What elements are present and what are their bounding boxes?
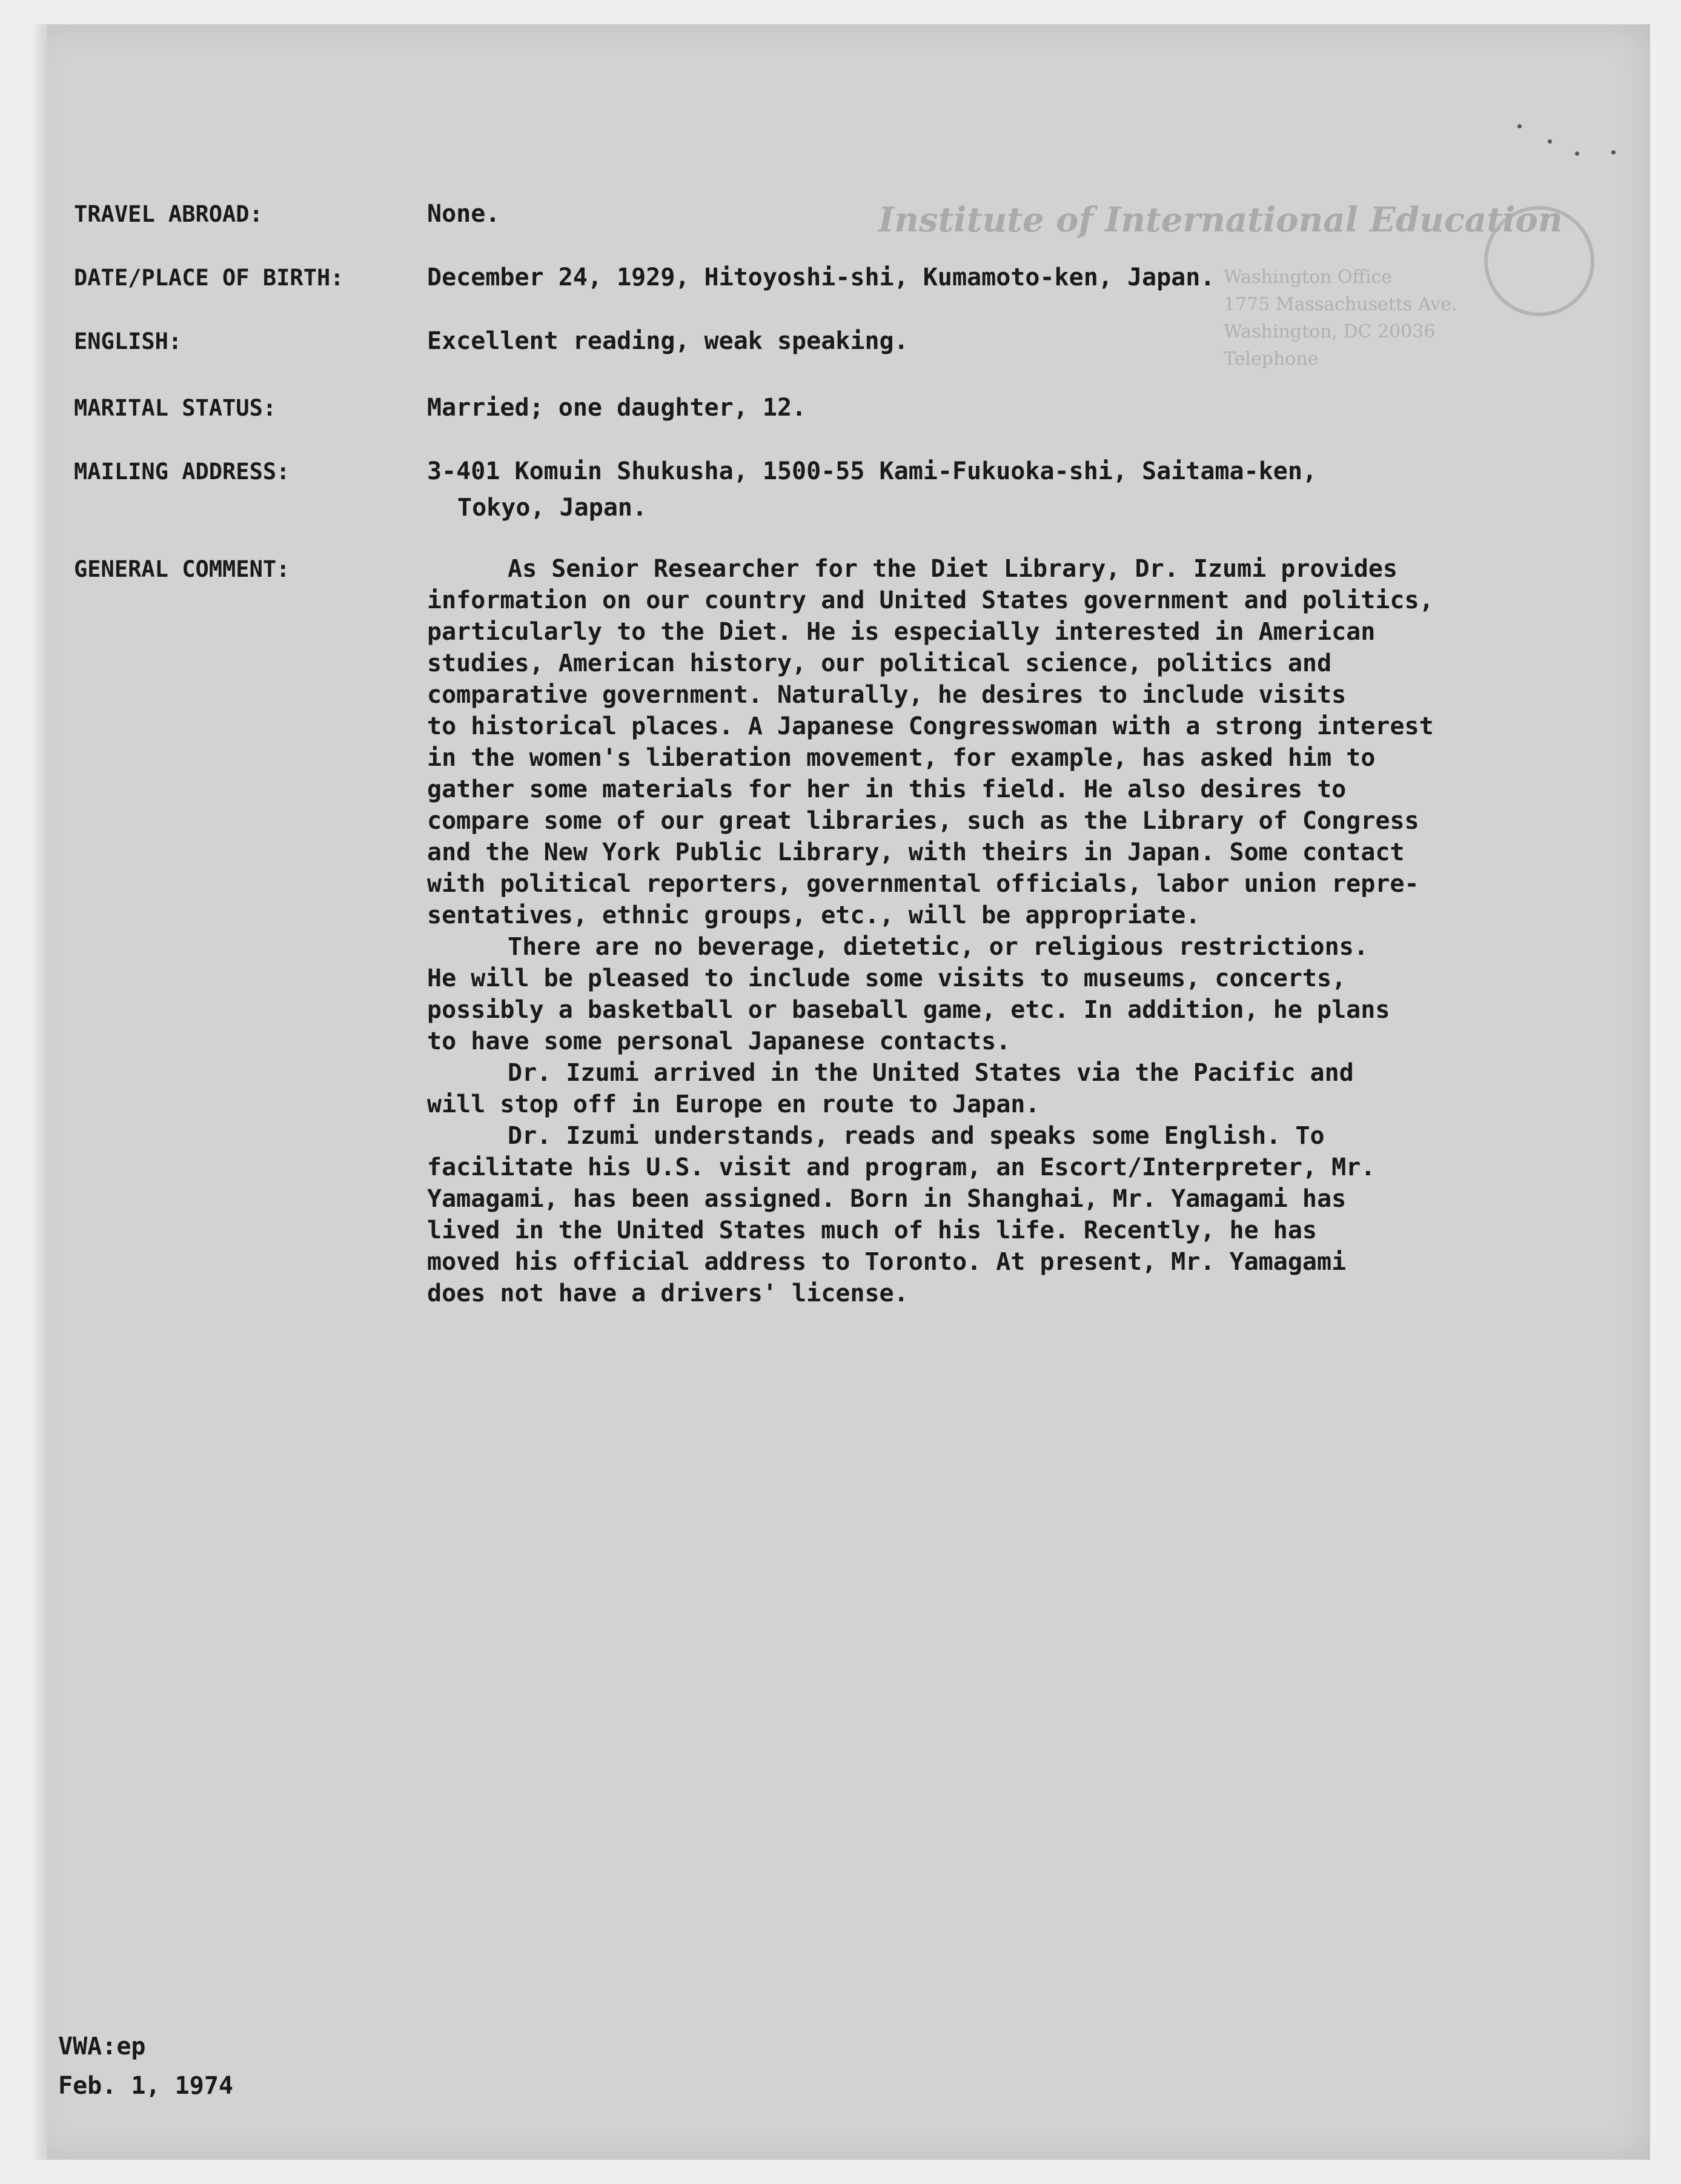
- marital-status-label: MARITAL STATUS:: [74, 395, 277, 421]
- comment-line: to historical places. A Japanese Congresswoman with a strong interest: [427, 712, 1434, 740]
- birth-label: DATE/PLACE OF BIRTH:: [74, 265, 344, 291]
- comment-line: possibly a basketball or baseball game, etc. In addition, he plans: [427, 996, 1390, 1024]
- english-label: ENGLISH:: [74, 328, 182, 354]
- comment-line: with political reporters, governmental officials, labor union repre-: [427, 870, 1419, 898]
- comment-line: He will be pleased to include some visits to museums, concerts,: [427, 964, 1347, 992]
- comment-line: in the women's liberation movement, for example, has asked him to: [427, 744, 1376, 772]
- mailing-address-line-1: 3-401 Komuin Shukusha, 1500-55 Kami-Fukuoka-shi, Saitama-ken,: [427, 457, 1318, 485]
- comment-line: studies, American history, our political science, politics and: [427, 649, 1332, 677]
- comment-line: There are no beverage, dietetic, or religious restrictions.: [508, 933, 1368, 961]
- comment-line: particularly to the Diet. He is especially interested in American: [427, 618, 1376, 646]
- letterhead-organization: Institute of International Education: [878, 200, 1563, 240]
- comment-line: lived in the United States much of his life. Recently, he has: [427, 1216, 1318, 1244]
- comment-line: information on our country and United States government and politics,: [427, 586, 1434, 614]
- letterhead-line: Washington Office: [1224, 267, 1392, 288]
- mailing-address-label: MAILING ADDRESS:: [74, 459, 290, 485]
- comment-line: comparative government. Naturally, he desires to include visits: [427, 681, 1347, 709]
- comment-line: to have some personal Japanese contacts.: [427, 1027, 1011, 1055]
- comment-line: sentatives, ethnic groups, etc., will be appropriate.: [427, 901, 1201, 929]
- travel-abroad-label: TRAVEL ABROAD:: [74, 201, 263, 227]
- mailing-address-line-2: Tokyo, Japan.: [457, 494, 648, 522]
- speck: [1548, 139, 1552, 144]
- comment-line: Dr. Izumi understands, reads and speaks some English. To: [508, 1122, 1325, 1150]
- comment-line: will stop off in Europe en route to Japan.: [427, 1090, 1040, 1118]
- comment-line: does not have a drivers' license.: [427, 1280, 909, 1307]
- general-comment-label: GENERAL COMMENT:: [74, 556, 290, 582]
- english-value: Excellent reading, weak speaking.: [427, 327, 909, 355]
- speck: [1517, 124, 1522, 128]
- letterhead-line: 1775 Massachusetts Ave.: [1224, 294, 1457, 315]
- paper-edge: [29, 24, 47, 2160]
- letterhead-line: Telephone: [1224, 348, 1319, 370]
- comment-line: Yamagami, has been assigned. Born in Shanghai, Mr. Yamagami has: [427, 1185, 1347, 1213]
- birth-value: December 24, 1929, Hitoyoshi-shi, Kumamoto-ken, Japan.: [427, 264, 1215, 291]
- comment-line: and the New York Public Library, with theirs in Japan. Some contact: [427, 838, 1405, 866]
- document-date: Feb. 1, 1974: [58, 2072, 233, 2100]
- marital-status-value: Married; one daughter, 12.: [427, 394, 807, 422]
- letterhead-line: Washington, DC 20036: [1224, 321, 1436, 342]
- comment-line: moved his official address to Toronto. At present, Mr. Yamagami: [427, 1248, 1347, 1276]
- comment-line: Dr. Izumi arrived in the United States via the Pacific and: [508, 1059, 1354, 1087]
- speck: [1611, 150, 1616, 154]
- speck: [1575, 151, 1579, 156]
- comment-line: As Senior Researcher for the Diet Library, Dr. Izumi provides: [508, 555, 1398, 583]
- comment-line: facilitate his U.S. visit and program, an Escort/Interpreter, Mr.: [427, 1153, 1376, 1181]
- comment-line: gather some materials for her in this field. He also desires to: [427, 775, 1347, 803]
- comment-line: compare some of our great libraries, such as the Library of Congress: [427, 807, 1419, 835]
- travel-abroad-value: None.: [427, 200, 500, 228]
- typist-initials: VWA:ep: [58, 2033, 146, 2060]
